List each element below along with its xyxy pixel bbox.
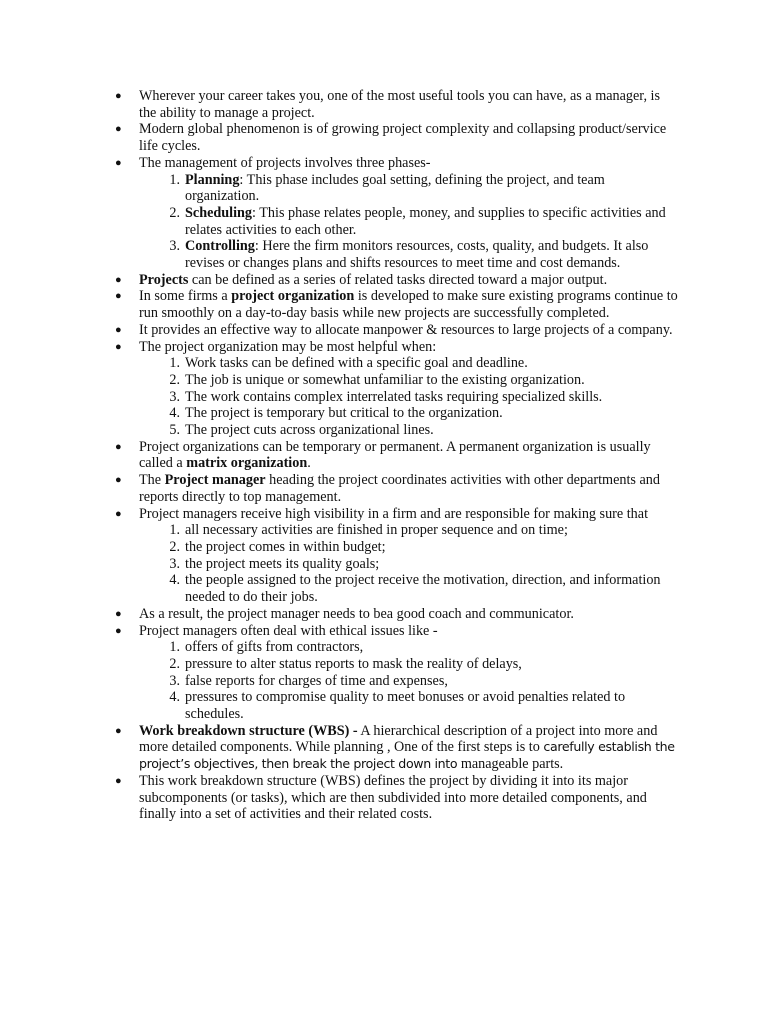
bullet-dot-icon: ● (115, 607, 122, 620)
text-run: Project organizations can be temporary or permanent. A permanent organization is usually called a (139, 438, 651, 472)
numbered-sublist (139, 639, 679, 723)
numbered-item-text (185, 405, 503, 421)
bullet-text (139, 723, 675, 772)
bullet-item (115, 622, 679, 723)
text-run: In some firms a (139, 288, 232, 305)
bullet-item (115, 605, 679, 623)
numbered-item-text (185, 656, 522, 672)
text-run: The project is temporary but critical to the organization. (185, 405, 503, 422)
numbered-item-text (185, 422, 434, 438)
numbered-sublist (139, 355, 679, 439)
text-run: offers of gifts from contractors, (185, 639, 364, 656)
numbered-item-text (185, 522, 568, 538)
text-run: Wherever your career takes you, one of the most useful tools you can have, as a manager, is the ability to manage a project. (139, 88, 661, 121)
bullet-dot-icon: ● (115, 774, 122, 787)
item-number: 3. (169, 555, 180, 572)
text-run: : Here the firm monitors resources, costs, quality, and budgets. It also revises or changes plans and shifts resources to meet time and cost demands. (185, 238, 649, 272)
bullet-dot-icon: ● (115, 323, 122, 336)
text-run: The project organization may be most helpful when: (139, 338, 437, 355)
alt-font-text: carefully establish the project’s objectives, then break the project down into (139, 739, 675, 772)
bullet-text (139, 155, 431, 171)
text-run: pressure to alter status reports to mask the reality of delays, (185, 655, 522, 672)
bold-term: Scheduling (185, 204, 253, 221)
item-number: 1. (169, 522, 180, 539)
text-run: the people assigned to the project receive the motivation, direction, and information needed to do their jobs. (185, 572, 661, 606)
numbered-sublist (139, 522, 679, 606)
numbered-item (169, 355, 679, 372)
item-number: 3. (169, 672, 180, 689)
numbered-item-text (185, 372, 585, 388)
text-run: false reports for charges of time and expenses, (185, 672, 448, 689)
text-run: Work tasks can be defined with a specific goal and deadline. (185, 355, 528, 372)
text-run: The job is unique or somewhat unfamiliar to the existing organization. (185, 371, 585, 388)
numbered-item (169, 522, 679, 539)
text-run: The work contains complex interrelated tasks requiring specialized skills. (185, 388, 603, 405)
bold-term: project organization (231, 288, 355, 305)
item-number: 4. (169, 405, 180, 422)
numbered-item-text (185, 556, 379, 572)
text-run: The (139, 472, 165, 489)
numbered-item (169, 238, 679, 272)
numbered-item (169, 388, 679, 406)
text-run: the project comes in within budget; (185, 538, 386, 555)
bullet-text (139, 623, 438, 639)
numbered-item-text (185, 539, 386, 555)
numbered-item-text (185, 172, 605, 205)
item-number: 3. (169, 388, 180, 405)
numbered-item (169, 672, 679, 690)
bullet-dot-icon: ● (115, 624, 122, 637)
bullet-item (115, 154, 679, 272)
text-run: The management of projects involves three phases- (139, 154, 431, 171)
numbered-item-text (185, 205, 666, 238)
numbered-item-text (185, 572, 661, 605)
item-number: 2. (169, 538, 180, 555)
bullet-item (115, 772, 679, 823)
item-number: 3. (169, 238, 180, 255)
numbered-item-text (185, 355, 528, 371)
bullet-item (115, 472, 679, 505)
bullet-dot-icon: ● (115, 90, 122, 102)
numbered-item (169, 538, 679, 556)
bullet-dot-icon: ● (115, 273, 122, 286)
text-run: all necessary activities are finished in proper sequence and on time; (185, 522, 568, 539)
numbered-item-text (185, 673, 448, 689)
bullet-item (115, 321, 679, 339)
text-run: manageable parts. (457, 756, 564, 773)
bold-term: Controlling (185, 238, 255, 255)
bullet-item (115, 88, 679, 121)
text-run: . (307, 455, 311, 472)
item-number: 4. (169, 572, 180, 589)
bullet-dot-icon: ● (115, 340, 122, 353)
bullet-item (115, 338, 679, 439)
bullet-text (139, 439, 651, 472)
text-run: The project cuts across organizational lines. (185, 422, 434, 439)
bullet-text (139, 606, 574, 622)
text-run: heading the project coordinates activities with other departments and reports directly to top management. (139, 472, 660, 505)
bullet-item (115, 505, 679, 606)
numbered-item (169, 655, 679, 673)
numbered-item (169, 204, 679, 238)
bullet-dot-icon: ● (115, 440, 122, 453)
numbered-item (169, 639, 679, 656)
text-run: : This phase includes goal setting, defining the project, and team organization. (185, 171, 605, 205)
bullet-text (139, 288, 678, 321)
text-run: A hierarchical description of a project into more and more detailed components. While planning , One of the first steps is to (139, 722, 658, 756)
bullet-text (139, 88, 660, 121)
numbered-item-text (185, 639, 363, 655)
bullet-dot-icon: ● (115, 123, 122, 136)
text-run: the project meets its quality goals; (185, 555, 380, 572)
text-run: As a result, the project manager needs to bea good coach and communicator. (139, 605, 574, 622)
text-run: Project managers often deal with ethical issues like - (139, 622, 438, 639)
text-run: is developed to make sure existing programs continue to run smoothly on a day-to-day basis while new projects are successfully completed. (139, 288, 678, 322)
text-run: Project managers receive high visibility in a firm and are responsible for making sure that (139, 505, 649, 522)
bold-term: matrix organization (186, 455, 308, 472)
bullet-item (115, 288, 679, 322)
numbered-item-text (185, 389, 602, 405)
numbered-item-text (185, 689, 625, 722)
bullet-list (115, 88, 679, 823)
numbered-item (169, 689, 679, 723)
bullet-text (139, 339, 436, 355)
text-run: Modern global phenomenon is of growing project complexity and collapsing product/service life cycles. (139, 121, 667, 155)
numbered-item-text (185, 238, 648, 271)
text-run: It provides an effective way to allocate manpower & resources to large projects of a company. (139, 321, 673, 338)
bullet-item (115, 271, 679, 289)
bullet-text (139, 322, 673, 338)
bullet-item (115, 438, 679, 472)
bullet-text (139, 272, 607, 288)
numbered-item (169, 371, 679, 389)
bullet-dot-icon: ● (115, 474, 122, 487)
item-number: 5. (169, 422, 180, 439)
item-number: 1. (169, 355, 180, 372)
bullet-text (139, 773, 647, 822)
bullet-text (139, 472, 660, 505)
numbered-item (169, 572, 679, 606)
item-number: 1. (169, 171, 180, 188)
bullet-item (115, 722, 679, 773)
text-run: pressures to compromise quality to meet bonuses or avoid penalties related to schedules. (185, 689, 626, 723)
bullet-dot-icon: ● (115, 724, 122, 737)
text-run: : This phase relates people, money, and supplies to specific activities and relates activities to each other. (185, 204, 666, 238)
item-number: 1. (169, 639, 180, 656)
bullet-dot-icon: ● (115, 507, 122, 520)
bullet-item (115, 121, 679, 155)
bold-term: Project manager (164, 472, 266, 489)
item-number: 2. (169, 655, 180, 672)
text-run: This work breakdown structure (WBS) defines the project by dividing it into its major subcomponents (or tasks), which are then subdivided into more detailed components, and finally into a set of activities and their related costs. (139, 772, 647, 823)
bold-term: Projects (139, 271, 189, 288)
bullet-dot-icon: ● (115, 156, 122, 169)
numbered-item (169, 405, 679, 422)
bold-term: Planning (185, 171, 240, 188)
item-number: 4. (169, 689, 180, 706)
bullet-dot-icon: ● (115, 290, 122, 303)
numbered-item (169, 422, 679, 439)
text-run: can be defined as a series of related tasks directed toward a major output. (188, 271, 608, 288)
bullet-text (139, 506, 648, 522)
numbered-item (169, 171, 679, 205)
numbered-sublist (139, 172, 679, 272)
item-number: 2. (169, 204, 180, 221)
numbered-item (169, 555, 679, 573)
item-number: 2. (169, 371, 180, 388)
bold-term: Work breakdown structure (WBS) - (139, 722, 358, 739)
bullet-text (139, 121, 666, 154)
